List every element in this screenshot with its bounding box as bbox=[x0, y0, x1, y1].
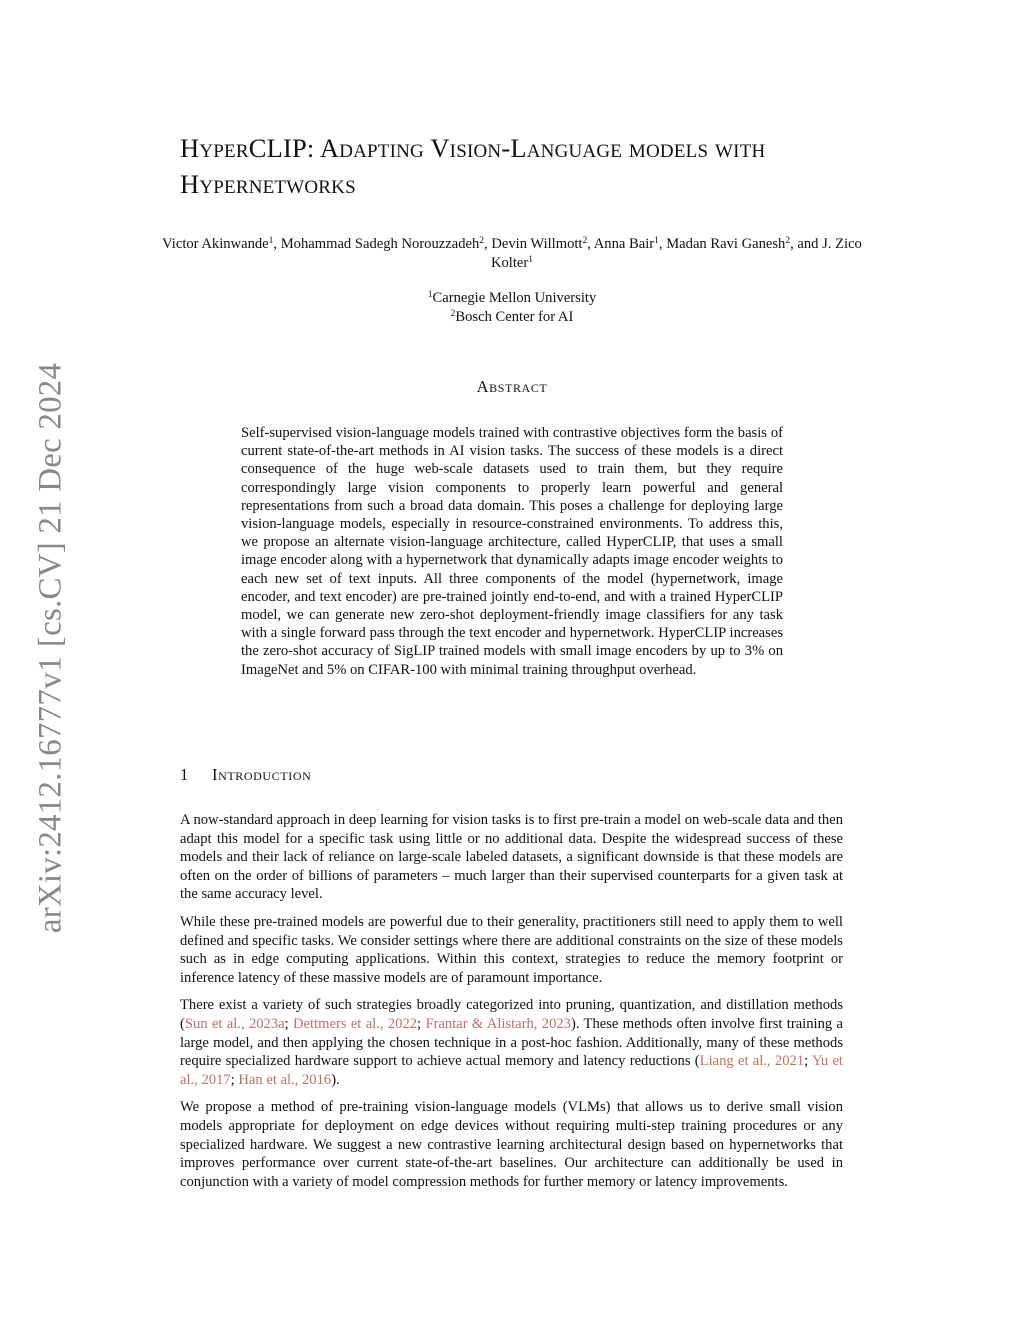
paragraph-text: ). bbox=[331, 1071, 340, 1088]
body-paragraph: While these pre-trained models are powerful due to their generality, practitioners still need to apply them to well defined and specific tasks. We consider settings where there are additional constraints on the size of these models such as in edge computing applications. Within this context, strategies to reduce the memory footprint or inference latency of these massive models are of paramount importance. bbox=[180, 913, 843, 986]
author-affiliation-mark: 2 bbox=[582, 236, 588, 246]
author-separator: , bbox=[587, 236, 594, 252]
section-title: Introduction bbox=[212, 765, 312, 784]
author-name: Madan Ravi Ganesh bbox=[666, 236, 786, 252]
section-number: 1 bbox=[180, 765, 189, 784]
author-separator: , bbox=[273, 236, 281, 252]
affiliation-number: 2 bbox=[450, 309, 456, 319]
affiliation-list bbox=[312, 289, 712, 327]
arxiv-identifier-text: arXiv:2412.16777v1 [cs.CV] 21 Dec 2024 bbox=[32, 362, 69, 933]
body-paragraph bbox=[180, 996, 843, 1089]
abstract-heading: Abstract bbox=[476, 377, 548, 396]
author-affiliation-mark: 1 bbox=[654, 236, 659, 246]
citation-link[interactable]: Frantar & Alistarh, 2023 bbox=[425, 1015, 571, 1032]
affiliation-item bbox=[312, 289, 712, 308]
author-separator: , bbox=[484, 236, 492, 252]
author-separator: , and bbox=[790, 236, 823, 252]
citation-link[interactable]: Han et al., 2016 bbox=[238, 1071, 332, 1088]
abstract-text: Self-supervised vision-language models trained with contrastive objectives form the basis of current state-of-the-art methods in AI vision tasks. The success of these models is a direct consequence of the huge web-scale datasets used to train them, but they require correspondingly large vision components to properly learn powerful and general representations from such a broad data domain. This poses a challenge for deploying large vision-language models, especially in resource-constrained environments. To address this, we propose an alternate vision-language architecture, called HyperCLIP, that uses a small image encoder along with a hypernetwork that dynamically adapts image encoder weights to each new set of text inputs. All three components of the model (hypernetwork, image encoder, and text encoder) are pre-trained jointly end-to-end, and with a trained HyperCLIP model, we can generate new zero-shot deployment-friendly image classifiers for any task with a single forward pass through the text encoder and hypernetwork. HyperCLIP increases the zero-shot accuracy of SigLIP trained models with small image encoders by up to 3% on ImageNet and 5% on CIFAR-100 with minimal training throughput overhead. bbox=[241, 425, 783, 678]
citation-link[interactable]: Dettmers et al., 2022 bbox=[293, 1015, 418, 1032]
citation-link[interactable]: Yu et al., 2017 bbox=[180, 1053, 843, 1088]
author-affiliation-mark: 2 bbox=[785, 236, 791, 246]
affiliation-number: 1 bbox=[427, 290, 433, 300]
paragraph-text: There exist a variety of such strategies broadly categorized into pruning, quantization, and distillation methods ( bbox=[180, 997, 843, 1032]
author-affiliation-mark: 1 bbox=[528, 255, 534, 265]
author-affiliation-mark: 2 bbox=[479, 236, 485, 246]
author-list bbox=[160, 235, 864, 273]
citation-separator: ; bbox=[804, 1053, 812, 1070]
affiliation-item bbox=[312, 308, 712, 327]
paragraph-text: ). These methods often involve first training a large model, and then applying the chosen technique in a post-hoc fashion. Additionally, many of these methods require specialized hardware support to achieve actual memory and latency reductions ( bbox=[180, 1015, 843, 1070]
citation-link[interactable]: Sun et al., 2023a bbox=[184, 1015, 285, 1032]
citation-separator: ; bbox=[417, 1015, 426, 1032]
author-affiliation-mark: 1 bbox=[268, 236, 274, 246]
citation-separator: ; bbox=[230, 1071, 239, 1088]
affiliation-name: Bosch Center for AI bbox=[455, 309, 574, 325]
author-name: J. Zico Kolter bbox=[490, 236, 862, 271]
author-separator: , bbox=[658, 236, 667, 252]
author-name: Victor Akinwande bbox=[162, 236, 269, 252]
author-name: Devin Willmott bbox=[491, 236, 583, 252]
introduction-body bbox=[180, 811, 843, 1200]
affiliation-name: Carnegie Mellon University bbox=[432, 290, 597, 306]
body-paragraph: A now-standard approach in deep learning for vision tasks is to first pre-train a model on web-scale data and then adapt this model for a specific task using little or no additional data. Despite the widespread success of these models and their lack of reliance on large-scale labeled datasets, a significant downside is that these models are often on the order of billions of parameters – much larger than their supervised counterparts for a given task at the same accuracy level. bbox=[180, 812, 843, 903]
arxiv-identifier bbox=[30, 350, 72, 945]
author-name: Anna Bair bbox=[593, 236, 655, 252]
body-paragraph: We propose a method of pre-training vision-language models (VLMs) that allows us to derive small vision models appropriate for deployment on edge devices without requiring multi-step training procedures or any specialized hardware. We suggest a new contrastive learning architectural design based on hypernetworks that improves performance over current state-of-the-art baselines. Our architecture can additionally be used in conjunction with a variety of model compression methods for further memory or latency improvements. bbox=[180, 1099, 843, 1190]
section-heading-introduction bbox=[180, 765, 580, 785]
author-name: Mohammad Sadegh Norouzzadeh bbox=[280, 236, 480, 252]
paper-title: HyperCLIP: Adapting Vision-Language models with Hypernetworks bbox=[180, 133, 766, 199]
citation-link[interactable]: Liang et al., 2021 bbox=[699, 1053, 805, 1070]
citation-separator: ; bbox=[284, 1015, 293, 1032]
